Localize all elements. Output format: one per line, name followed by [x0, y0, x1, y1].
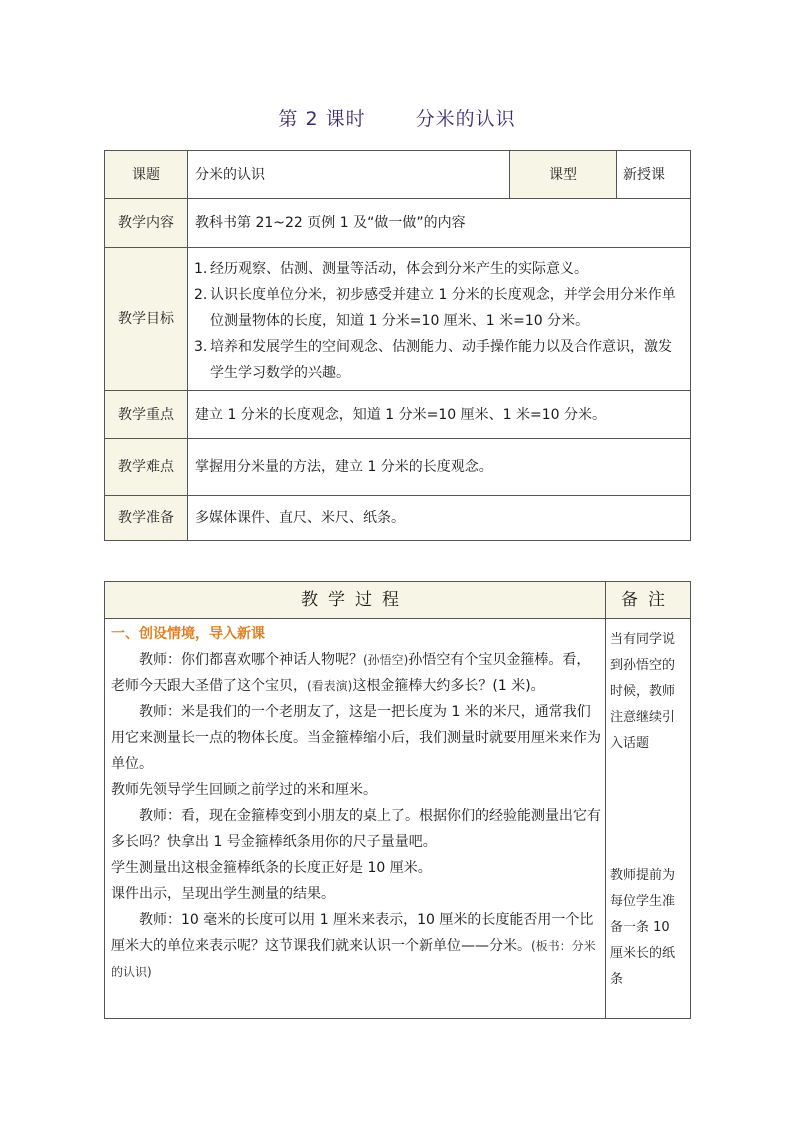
difficulty-value: 掌握用分米量的方法，建立 1 分米的长度观念。 — [188, 439, 691, 496]
lesson-number: 第 2 课时 — [278, 108, 366, 130]
section-heading: 一、创设情境，导入新课 — [111, 626, 265, 642]
prep-value: 多媒体课件、直尺、米尺、纸条。 — [188, 496, 691, 541]
prep-label: 教学准备 — [105, 496, 188, 541]
topic-label: 课题 — [105, 151, 188, 199]
info-row-content — [105, 199, 691, 248]
type-label: 课型 — [510, 151, 617, 199]
goals-list — [188, 248, 691, 391]
process-content — [105, 619, 606, 1019]
process-header-row — [105, 582, 691, 619]
key-value: 建立 1 分米的长度观念，知道 1 分米=10 厘米、1 米=10 分米。 — [188, 391, 691, 439]
goals-label: 教学目标 — [105, 248, 188, 391]
paragraph: 教师先领导学生回顾之前学过的米和厘米。 — [111, 782, 377, 798]
goal-item: 3. 培养和发展学生的空间观念、估测能力、动手操作能力以及合作意识，激发学生学习数学的兴趣。 — [194, 339, 672, 381]
paragraph: 教师：10 毫米的长度可以用 1 厘米来表示，10 厘米的长度能否用一个比厘米大的单位来表示呢？这节课我们就来认识一个新单位——分米。(板书：分米的认识) — [111, 912, 596, 979]
process-notes — [606, 619, 691, 1019]
type-value: 新授课 — [617, 151, 691, 199]
difficulty-label: 教学难点 — [105, 439, 188, 496]
page-title — [0, 104, 794, 131]
note-item: 当有同学说到孙悟空的时候，教师注意继续引入话题 — [610, 632, 676, 751]
process-body-row — [105, 619, 691, 1019]
goal-item: 2. 认识长度单位分米，初步感受并建立 1 分米的长度观念，并学会用分米作单位测量物体的长度，知道 1 分米=10 厘米、1 米=10 分米。 — [194, 287, 676, 329]
content-label: 教学内容 — [105, 199, 188, 248]
teaching-process-table — [104, 581, 691, 1019]
process-header-note: 备注 — [606, 582, 691, 619]
lesson-topic: 分米的认识 — [415, 108, 516, 130]
process-header-main: 教学过程 — [105, 582, 606, 619]
content-value: 教科书第 21~22 页例 1 及“做一做”的内容 — [188, 199, 691, 248]
topic-value: 分米的认识 — [188, 151, 510, 199]
paragraph: 教师：看，现在金箍棒变到小朋友的桌上了。根据你们的经验能测量出它有多长吗？快拿出 1 号金箍棒纸条用你的尺子量量吧。 — [111, 808, 601, 850]
info-row-goals — [105, 248, 691, 391]
paragraph: 教师：米是我们的一个老朋友了，这是一把长度为 1 米的米尺，通常我们用它来测量长一点的物体长度。当金箍棒缩小后，我们测量时就要用厘米来作为单位。 — [111, 704, 601, 772]
goal-item: 1. 经历观察、估测、测量等活动，体会到分米产生的实际意义。 — [194, 261, 588, 277]
key-label: 教学重点 — [105, 391, 188, 439]
info-row-prep — [105, 496, 691, 541]
paragraph: 课件出示，呈现出学生测量的结果。 — [111, 886, 335, 902]
info-row-topic — [105, 151, 691, 199]
paragraph: 学生测量出这根金箍棒纸条的长度正好是 10 厘米。 — [111, 860, 432, 876]
info-row-key-points — [105, 391, 691, 439]
info-row-difficulty — [105, 439, 691, 496]
paragraph: 教师：你们都喜欢哪个神话人物呢？(孙悟空)孙悟空有个宝贝金箍棒。看，老师今天跟大圣借了这个宝贝，(看表演)这根金箍棒大约多长？(1 米)。 — [111, 652, 591, 694]
lesson-info-table — [104, 150, 691, 541]
note-item: 教师提前为每位学生准备一条 10 厘米长的纸条 — [610, 868, 676, 987]
